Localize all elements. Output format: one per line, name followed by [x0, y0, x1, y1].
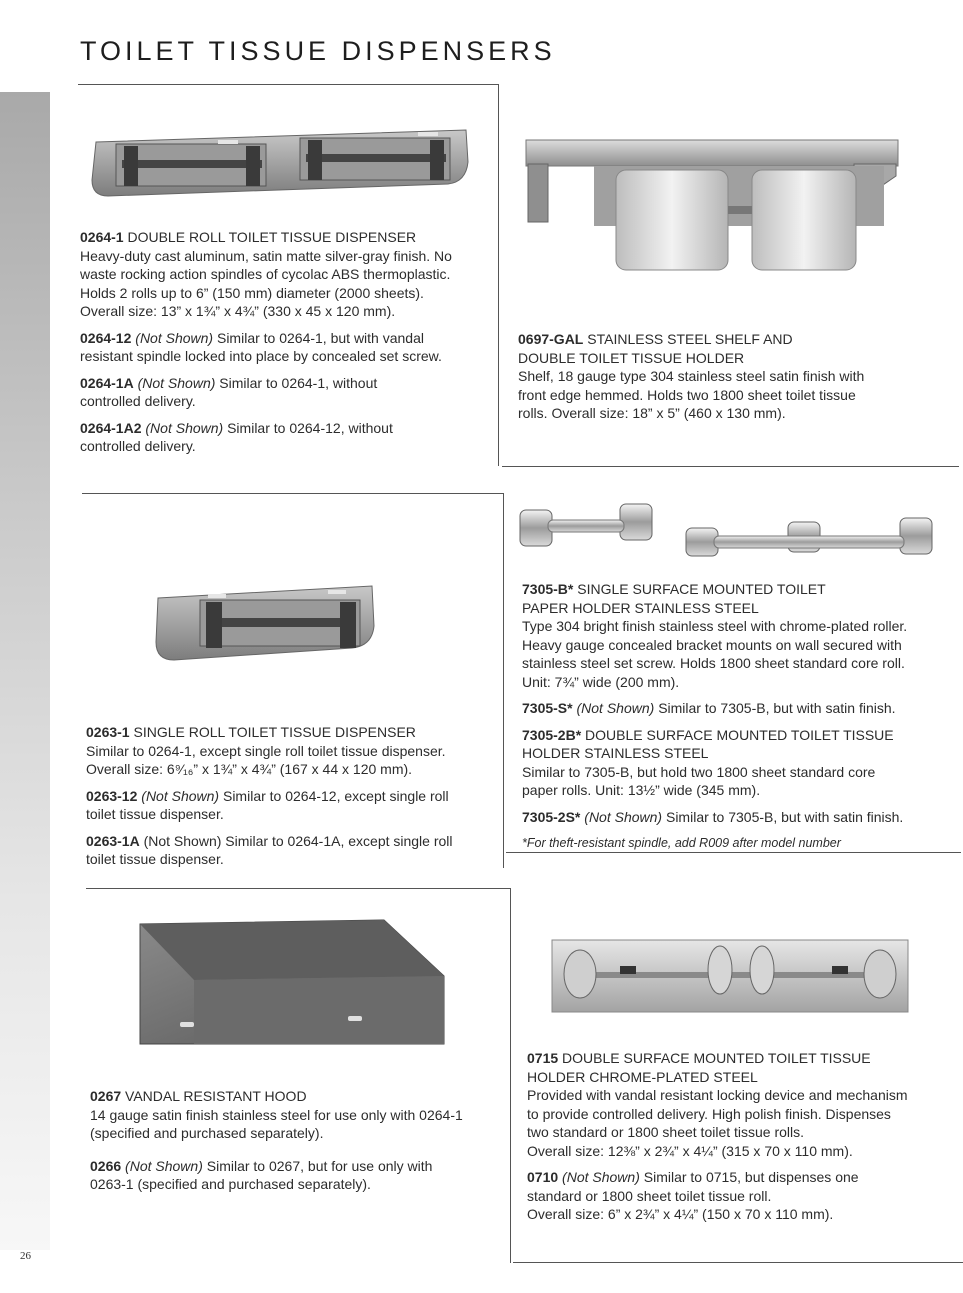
- not-shown: (Not Shown): [143, 832, 222, 849]
- desc-line: Unit: 7¾” wide (200 mm).: [522, 673, 680, 690]
- divider: [502, 466, 959, 467]
- desc-line: Similar to 0264-1A, except single roll: [225, 832, 453, 849]
- title-line: PAPER HOLDER STAINLESS STEEL: [522, 599, 759, 616]
- desc-line: waste rocking action spindles of cycolac ABS thermoplastic.: [80, 266, 451, 282]
- not-shown: (Not Shown): [135, 329, 214, 346]
- product-0263-group: [86, 723, 501, 877]
- desc-line: controlled delivery.: [80, 438, 196, 454]
- double-roll-dispenser-image: [88, 122, 474, 200]
- desc-line: Similar to 0264-12, except single roll: [222, 787, 449, 804]
- title-line: HOLDER CHROME-PLATED STEEL: [527, 1068, 758, 1085]
- not-shown: (Not Shown): [576, 700, 655, 716]
- desc-line: paper rolls. Unit: 13½” wide (345 mm).: [522, 782, 761, 798]
- desc-line: Similar to 0264-1, without: [219, 374, 378, 391]
- vandal-hood-image: [134, 918, 446, 1048]
- title-0264-1: DOUBLE ROLL TOILET TISSUE DISPENSER: [127, 229, 417, 245]
- desc-line: Holds 2 rolls up to 6” (150 mm) diameter (2000 sheets).: [80, 284, 424, 301]
- desc-line: Similar to 0267, but for use only with: [206, 1157, 433, 1174]
- divider: [503, 493, 504, 868]
- divider: [513, 1262, 963, 1263]
- desc-line: Similar to 0264-12, without: [227, 419, 393, 436]
- desc-line: controlled delivery.: [80, 393, 196, 409]
- desc-line: toilet tissue dispenser.: [86, 806, 224, 822]
- shelf-holder-image: [524, 136, 904, 274]
- not-shown: (Not Shown): [584, 808, 663, 825]
- desc-line: Overall size: 13” x 1¾” x 4¾” (330 x 45 x 120 mm).: [80, 303, 396, 319]
- desc-line: Heavy gauge concealed bracket mounts on wall secured with: [522, 636, 902, 653]
- page-title: TOILET TISSUE DISPENSERS: [80, 36, 556, 66]
- title-line: SINGLE ROLL TOILET TISSUE DISPENSER: [133, 724, 416, 740]
- not-shown: (Not Shown): [125, 1157, 203, 1174]
- title-line: VANDAL RESISTANT HOOD: [125, 1088, 307, 1104]
- code-0264-12: 0264-12: [80, 329, 132, 346]
- desc-line: 14 gauge satin finish stainless steel for use only with 0264-1: [90, 1106, 463, 1123]
- divider: [82, 493, 503, 494]
- desc-line: two standard or 1800 sheet toilet tissue rolls.: [527, 1124, 805, 1140]
- code-0697-gal: 0697-GAL: [518, 331, 584, 347]
- desc-line: front edge hemmed. Holds two 1800 sheet toilet tissue: [518, 386, 856, 403]
- product-0267-group: [90, 1087, 505, 1202]
- code-7305-s: 7305-S*: [522, 700, 573, 716]
- code-7305-2b: 7305-2B*: [522, 726, 582, 743]
- code-0263-1: 0263-1: [86, 724, 130, 740]
- desc-line: stainless steel set screw. Holds 1800 sheet standard core roll.: [522, 655, 905, 671]
- product-0715-group: [527, 1049, 957, 1232]
- desc-line: Type 304 bright finish stainless steel with chrome-plated roller.: [522, 618, 908, 634]
- code-7305-2s: 7305-2S*: [522, 808, 581, 825]
- desc-line: (specified and purchased separately).: [90, 1125, 324, 1141]
- desc-line: Overall size: 12⅜” x 2¾” x 4¼” (315 x 70 x 110 mm).: [527, 1142, 853, 1159]
- desc-line: toilet tissue dispenser.: [86, 851, 224, 867]
- product-0264-group: [80, 228, 500, 464]
- title-line: DOUBLE TOILET TISSUE HOLDER: [518, 349, 745, 366]
- divider: [510, 888, 511, 1263]
- code-0263-1a: 0263-1A: [86, 832, 140, 849]
- single-roll-dispenser-image: [152, 580, 378, 666]
- desc-line: Similar to 0264-1, but with vandal: [216, 329, 424, 346]
- side-gradient-bar: [0, 92, 50, 1250]
- title-line: DOUBLE SURFACE MOUNTED TOILET TISSUE: [562, 1050, 871, 1066]
- desc-line: Shelf, 18 gauge type 304 stainless steel satin finish with: [518, 368, 865, 384]
- surface-holder-image: [518, 500, 936, 558]
- page-number: 26: [20, 1250, 31, 1262]
- desc-line: Similar to 7305-B, but with satin finish.: [658, 700, 896, 716]
- code-0264-1a: 0264-1A: [80, 374, 134, 391]
- desc-line: Similar to 0264-1, except single roll toilet tissue dispenser.: [86, 742, 446, 759]
- code-0710: 0710: [527, 1169, 559, 1185]
- code-0267: 0267: [90, 1088, 122, 1104]
- title-line: SINGLE SURFACE MOUNTED TOILET: [577, 581, 826, 597]
- title-line: STAINLESS STEEL SHELF AND: [587, 331, 793, 347]
- desc-line: Overall size: 6⁹⁄₁₆” x 1¾” x 4¾” (167 x 44 x 120 mm).: [86, 761, 413, 777]
- desc-line: Heavy-duty cast aluminum, satin matte silver-gray finish. No: [80, 247, 452, 264]
- code-7305-b: 7305-B*: [522, 581, 574, 597]
- code-0264-1: 0264-1: [80, 229, 124, 245]
- desc-line: standard or 1800 sheet toilet tissue roll.: [527, 1187, 772, 1204]
- chrome-holder-image: [550, 932, 912, 1018]
- desc-line: Similar to 7305-B, but with satin finish.: [665, 808, 904, 825]
- not-shown: (Not Shown): [145, 419, 224, 436]
- desc-line: Overall size: 6” x 2¾” x 4¼” (150 x 70 x 110 mm).: [527, 1206, 834, 1222]
- code-0263-12: 0263-12: [86, 787, 138, 804]
- not-shown: (Not Shown): [141, 787, 220, 804]
- desc-line: rolls. Overall size: 18” x 5” (460 x 130 mm).: [518, 405, 786, 421]
- desc-line: Similar to 0715, but dispenses one: [643, 1169, 859, 1185]
- desc-line: to provide controlled delivery. High polish finish. Dispenses: [527, 1105, 891, 1122]
- title-line: HOLDER STAINLESS STEEL: [522, 745, 709, 761]
- desc-line: Similar to 7305-B, but hold two 1800 sheet standard core: [522, 763, 876, 780]
- divider: [78, 84, 499, 85]
- code-0266: 0266: [90, 1157, 122, 1174]
- desc-line: Provided with vandal resistant locking device and mechanism: [527, 1087, 908, 1103]
- desc-line: 0263-1 (specified and purchased separately).: [90, 1176, 371, 1192]
- desc-line: resistant spindle locked into place by concealed set screw.: [80, 348, 442, 364]
- not-shown: (Not Shown): [137, 374, 216, 391]
- code-0715: 0715: [527, 1050, 559, 1066]
- product-0697-gal: [518, 330, 958, 431]
- title-line: DOUBLE SURFACE MOUNTED TOILET TISSUE: [585, 726, 894, 743]
- product-7305-group: [522, 580, 960, 861]
- code-0264-1a2: 0264-1A2: [80, 419, 142, 436]
- not-shown: (Not Shown): [562, 1169, 640, 1185]
- footnote: *For theft-resistant spindle, add R009 after model number: [522, 836, 841, 850]
- divider: [86, 888, 510, 889]
